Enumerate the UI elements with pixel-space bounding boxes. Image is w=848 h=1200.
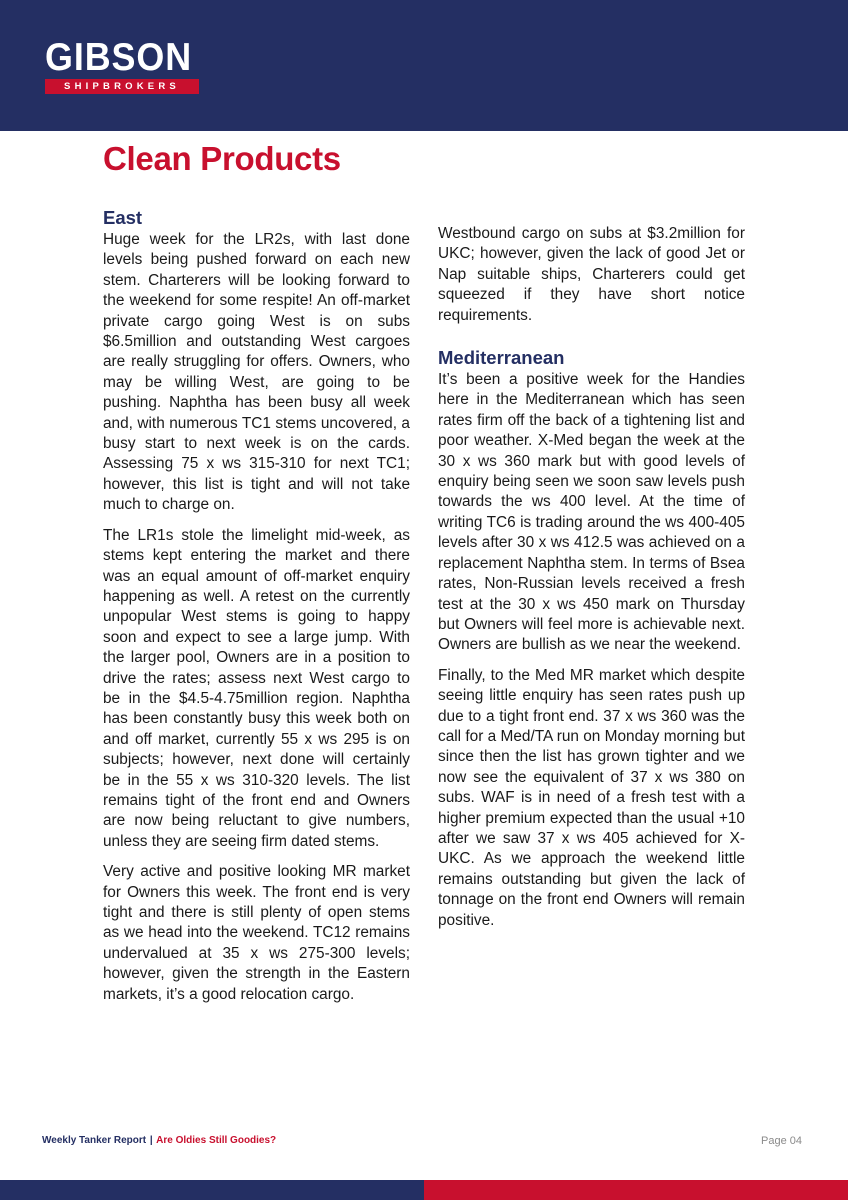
east-paragraph-1: Huge week for the LR2s, with last done levels being pushed forward on each new stem. Charterers will be looking forward to the weekend for some respite! An off-market private cargo going West is on subs $6.5million and outstanding West cargoes are really struggling for offers. Owners, who may be willing West, are going to be pushing. Naphtha has been busy all week and, with numerous TC1 stems uncovered, a busy start to next week is on the cards. Assessing 75 x ws 315-310 for next TC1; however, this list is tight and will not take much to charge on. (103, 231, 410, 514)
page-number: Page 04 (761, 1135, 802, 1147)
page-title: Clean Products (103, 140, 341, 177)
east-paragraph-2: The LR1s stole the limelight mid-week, as stems kept entering the market and there was an equal amount of off-market enquiry happening as well. A retest on the currently unpopular West stems is going to happy soon and expect to see a large jump. With the larger pool, Owners are in a position to drive the rates; assess next West cargo to be in the $4.5-4.75million region. Naphtha has been constantly busy this week both on and off market, currently 55 x ws 295 is on subjects; however, next done will certainly be in the 55 x ws 310-320 levels. The list remains tight of the front end and Owners are now being reluctant to give numbers, unless they are seeing firm dated stems. (103, 526, 410, 850)
logo-tagline: SHIPBROKERS (45, 79, 199, 94)
left-column (103, 206, 410, 1015)
footer-report-subtitle: Are Oldies Still Goodies? (156, 1135, 277, 1146)
header-banner (0, 0, 848, 131)
footer-report-name: Weekly Tanker Report (42, 1135, 147, 1146)
right-column (438, 224, 745, 941)
footer-separator: | (149, 1135, 153, 1146)
footer-report-title (42, 1135, 276, 1146)
east-paragraph-3: Very active and positive looking MR market for Owners this week. The front end is very tight and there is still plenty of open stems as we head into the weekend. TC12 remains undervalued at 35 x ws 275-300 levels; however, given the strength in the Eastern markets, it’s a good relocation cargo. (103, 863, 410, 1003)
med-paragraph-1: It’s been a positive week for the Handies here in the Mediterranean which has seen rates firm off the back of a tightening list and poor weather. X-Med began the week at the 30 x ws 360 mark but with good levels of enquiry being seen we soon saw levels push towards the ws 400 level. At the time of writing TC6 is trading around the ws 400-405 levels after 30 x ws 412.5 was achieved on a replacement Naphtha stem. In terms of Bsea rates, Non-Russian levels received a fresh test at the 30 x ws 450 mark on Thursday but Owners will feel more is achievable next. Owners are bullish as we near the weekend. (438, 371, 745, 654)
section-heading-east: East (103, 207, 143, 228)
east-paragraph-continuation: Westbound cargo on subs at $3.2million for UKC; however, given the lack of good Jet or Nap suitable ships, Charterers could get squeezed if they have short notice requirements. (438, 225, 745, 324)
footer-bar-red (424, 1180, 848, 1200)
gibson-logo (45, 38, 201, 94)
section-heading-mediterranean: Mediterranean (438, 347, 565, 369)
med-paragraph-2: Finally, to the Med MR market which despite seeing little enquiry has seen rates push up due to a tight front end. 37 x ws 360 was the call for a Med/TA run on Monday morning but since then the list has grown tighter and we now see the equivalent of 37 x ws 380 on subs. WAF is in need of a fresh test with a higher premium expected than the usual +10 after we saw 37 x ws 405 achieved for X-UKC. As we approach the weekend little remains outstanding but given the lack of tonnage on the front end Owners will remain positive. (438, 666, 745, 929)
footer-bar-navy (0, 1180, 424, 1200)
logo-wordmark: GIBSON (45, 36, 193, 79)
